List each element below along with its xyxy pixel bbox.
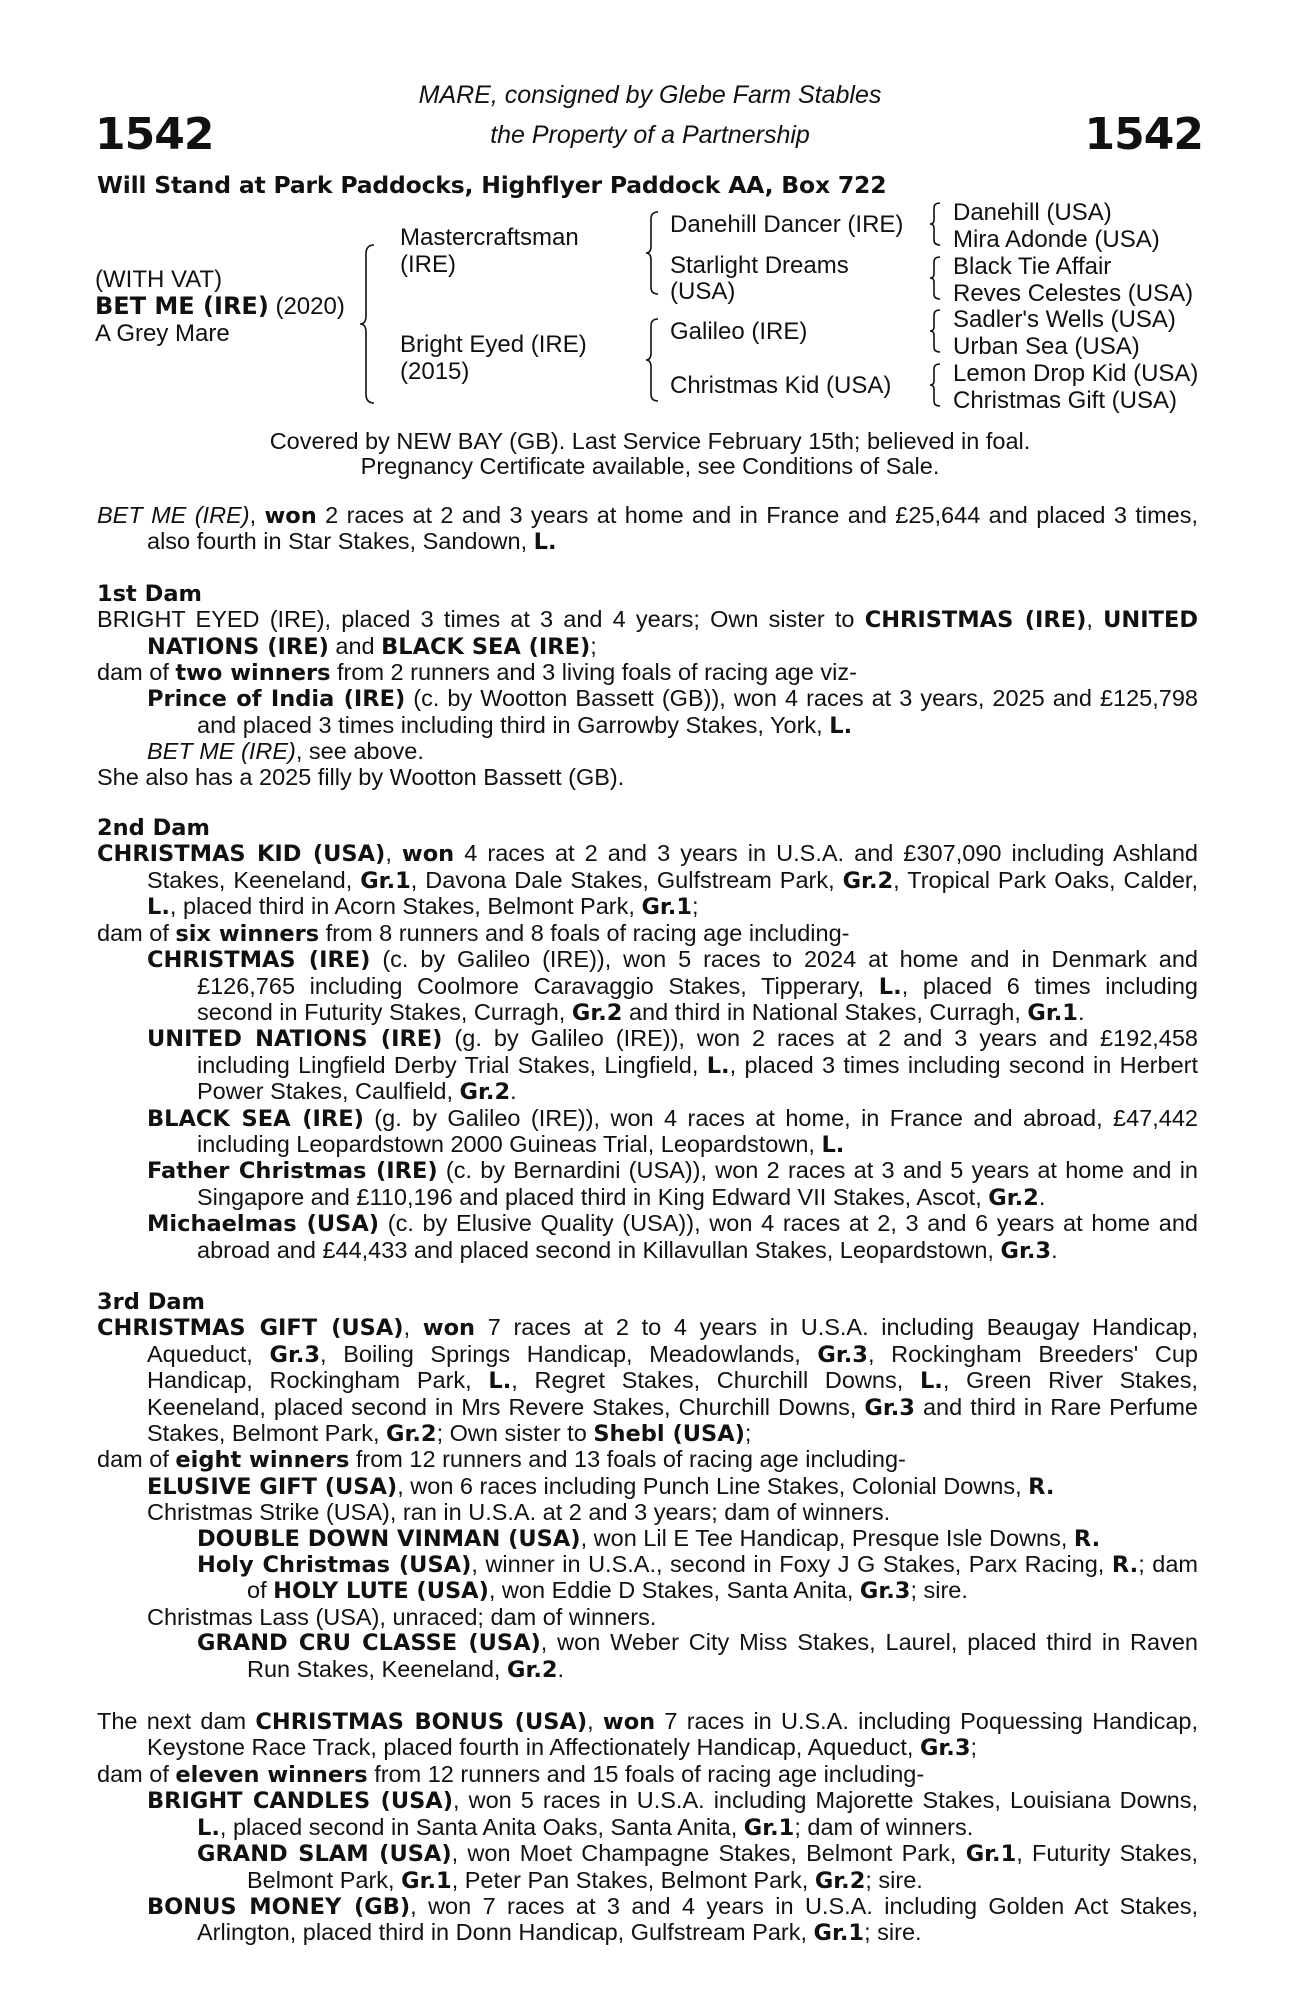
third-dam-grandprogeny-2: Holy Christmas (USA), winner in U.S.A., second in Foxy J G Stakes, Parx Racing, R.; dam of HOLY LUTE (USA), won Eddie D Stakes, Santa Anita, Gr.3; sire. <box>197 1551 1199 1605</box>
dam-name-line2: (2015) <box>400 358 470 385</box>
ancestor-g5: Sadler's Wells (USA) <box>953 306 1176 333</box>
horse-description: A Grey Mare <box>95 320 230 347</box>
next-dam-paragraph: The next dam CHRISTMAS BONUS (USA), won 7 races in U.S.A. including Poquessing Handicap, Keystone Race Track, placed fourth in Affectionately Handicap, Aqueduct, Gr.3; <box>97 1708 1199 1762</box>
first-dam-progeny-2: BET ME (IRE), see above. <box>147 738 424 765</box>
sire-name-line1: Mastercraftsman <box>400 224 579 251</box>
first-dam-produce-line: dam of two winners from 2 runners and 3 living foals of racing age viz- <box>97 659 857 687</box>
dam-dam: Christmas Kid (USA) <box>670 372 892 399</box>
third-dam-grandprogeny-1: DOUBLE DOWN VINMAN (USA), won Lil E Tee Handicap, Presque Isle Downs, R. <box>197 1524 1101 1552</box>
catalogue-body <box>97 503 1198 1947</box>
third-dam-paragraph: CHRISTMAS GIFT (USA), won 7 races at 2 to 4 years in U.S.A. including Beaugay Handicap, Aqueduct, Gr.3, Boiling Springs Handicap, Meadowlands, Gr.3, Rockingham Breeders' Cup Handicap, Rockingham Park, L., Regret Stakes, Churchill Downs, L., Green River Stakes, Keeneland, placed second in Mrs Revere Stakes, Churchill Downs, Gr.3 and third in Rare Perfume Stakes, Belmont Park, Gr.2; Own sister to Shebl (USA); <box>97 1314 1199 1447</box>
covered-line2: Pregnancy Certificate available, see Conditions of Sale. <box>360 453 940 479</box>
intro-paragraph: BET ME (IRE), won 2 races at 2 and 3 years at home and in France and £25,644 and placed 3 times, also fourth in Star Stakes, Sandown, L. <box>97 502 1198 556</box>
next-dam-grandprogeny-1: GRAND SLAM (USA), won Moet Champagne Stakes, Belmont Park, Gr.1, Futurity Stakes, Belmont Park, Gr.1, Peter Pan Stakes, Belmont Park, Gr.2; sire. <box>197 1840 1198 1894</box>
ancestor-g7: Lemon Drop Kid (USA) <box>953 360 1199 387</box>
bracket-main <box>360 244 380 404</box>
next-dam-produce-line: dam of eleven winners from 12 runners and 15 foals of racing age including- <box>97 1760 925 1788</box>
dam-sire: Galileo (IRE) <box>670 318 808 345</box>
second-dam-produce-line: dam of six winners from 8 runners and 8 foals of racing age including- <box>97 919 850 947</box>
second-dam-heading: 2nd Dam <box>97 815 210 842</box>
sire-dam-line1: Starlight Dreams <box>670 252 849 279</box>
third-dam-produce-line: dam of eight winners from 12 runners and 13 foals of racing age including- <box>97 1446 906 1474</box>
bracket-g1 <box>930 202 946 246</box>
ancestor-g6: Urban Sea (USA) <box>953 333 1140 360</box>
consignor-line: MARE, consigned by Glebe Farm Stables <box>418 81 882 109</box>
first-dam-paragraph: BRIGHT EYED (IRE), placed 3 times at 3 and 4 years; Own sister to CHRISTMAS (IRE), UNITED NATIONS (IRE) and BLACK SEA (IRE); <box>97 606 1198 660</box>
second-dam-progeny-4: Father Christmas (IRE) (c. by Bernardini (USA)), won 2 races at 3 and 5 years at home and in Singapore and £110,196 and placed third in King Edward VII Stakes, Ascot, Gr.2. <box>147 1157 1198 1211</box>
vat-note: (WITH VAT) <box>95 266 223 293</box>
horse-year: (2020) <box>275 293 345 320</box>
second-dam-paragraph: CHRISTMAS KID (USA), won 4 races at 2 and 3 years in U.S.A. and £307,090 including Ashland Stakes, Keeneland, Gr.1, Davona Dale Stakes, Gulfstream Park, Gr.2, Tropical Park Oaks, Calder, L., placed third in Acorn Stakes, Belmont Park, Gr.1; <box>97 840 1198 921</box>
lot-number-left: 1542 <box>95 109 214 160</box>
covered-line1: Covered by NEW BAY (GB). Last Service February 15th; believed in foal. <box>269 428 1031 454</box>
third-dam-progeny-2: Christmas Strike (USA), ran in U.S.A. at 2 and 3 years; dam of winners. <box>147 1499 891 1526</box>
first-dam-note: She also has a 2025 filly by Wootton Bassett (GB). <box>97 763 625 790</box>
bracket-g2 <box>930 256 946 300</box>
lot-number-right: 1542 <box>1084 109 1203 160</box>
sire-name-line2: (IRE) <box>400 251 456 278</box>
first-dam-progeny-1: Prince of India (IRE) (c. by Wootton Bassett (GB)), won 4 races at 3 years, 2025 and £125,798 and placed 3 times including third in Garrowby Stakes, York, L. <box>147 685 1198 739</box>
ancestor-g3: Black Tie Affair <box>953 253 1112 280</box>
third-dam-progeny-3: Christmas Lass (USA), unraced; dam of winners. <box>147 1603 657 1630</box>
ancestor-g8: Christmas Gift (USA) <box>953 387 1178 414</box>
third-dam-progeny-1: ELUSIVE GIFT (USA), won 6 races including Punch Line Stakes, Colonial Downs, R. <box>147 1472 1055 1500</box>
property-line: the Property of a Partnership <box>490 121 810 149</box>
next-dam-progeny-2: BONUS MONEY (GB), won 7 races at 3 and 4 years in U.S.A. including Golden Act Stakes, Arlington, placed third in Donn Handicap, Gulfstream Park, Gr.1; sire. <box>147 1892 1198 1947</box>
third-dam-grandprogeny-3: GRAND CRU CLASSE (USA), won Weber City Miss Stakes, Laurel, placed third in Raven Run Stakes, Keeneland, Gr.2. <box>197 1629 1198 1683</box>
second-dam-progeny-3: BLACK SEA (IRE) (g. by Galileo (IRE)), won 4 races at home, in France and abroad, £47,442 including Leopardstown 2000 Guineas Trial, Leopardstown, L. <box>147 1104 1198 1158</box>
horse-title <box>95 293 345 320</box>
third-dam-heading: 3rd Dam <box>97 1288 205 1315</box>
bracket-sire <box>646 211 664 295</box>
ancestor-g4: Reves Celestes (USA) <box>953 280 1194 307</box>
second-dam-progeny-1: CHRISTMAS (IRE) (c. by Galileo (IRE)), won 5 races to 2024 at home and in Denmark and £126,765 including Coolmore Caravaggio Stakes, Tipperary, L., placed 6 times including second in Futurity Stakes, Curragh, Gr.2 and third in National Stakes, Curragh, Gr.1. <box>147 946 1199 1026</box>
second-dam-progeny-2: UNITED NATIONS (IRE) (g. by Galileo (IRE)), won 2 races at 2 and 3 years and £192,458 including Lingfield Derby Trial Stakes, Lingfield, L., placed 3 times including second in Herbert Power Stakes, Caulfield, Gr.2. <box>147 1025 1199 1106</box>
dam-name-line1: Bright Eyed (IRE) <box>400 331 587 358</box>
stand-location: Will Stand at Park Paddocks, Highflyer Paddock AA, Box 722 <box>97 171 887 199</box>
ancestor-g2: Mira Adonde (USA) <box>953 226 1160 253</box>
first-dam-heading: 1st Dam <box>97 580 202 607</box>
sire-sire: Danehill Dancer (IRE) <box>670 211 904 238</box>
bracket-dam <box>646 318 664 402</box>
second-dam-progeny-5: Michaelmas (USA) (c. by Elusive Quality (USA)), won 4 races at 2, 3 and 6 years at home and abroad and £44,433 and placed second in Killavullan Stakes, Leopardstown, Gr.3. <box>147 1210 1199 1264</box>
bracket-g4 <box>930 363 946 407</box>
bracket-g3 <box>930 309 946 353</box>
next-dam-progeny-1: BRIGHT CANDLES (USA), won 5 races in U.S.A. including Majorette Stakes, Louisiana Downs, L., placed second in Santa Anita Oaks, Santa Anita, Gr.1; dam of winners. <box>147 1787 1198 1841</box>
horse-name: BET ME (IRE) <box>95 292 269 320</box>
ancestor-g1: Danehill (USA) <box>953 199 1112 226</box>
sire-dam-line2: (USA) <box>670 278 736 305</box>
